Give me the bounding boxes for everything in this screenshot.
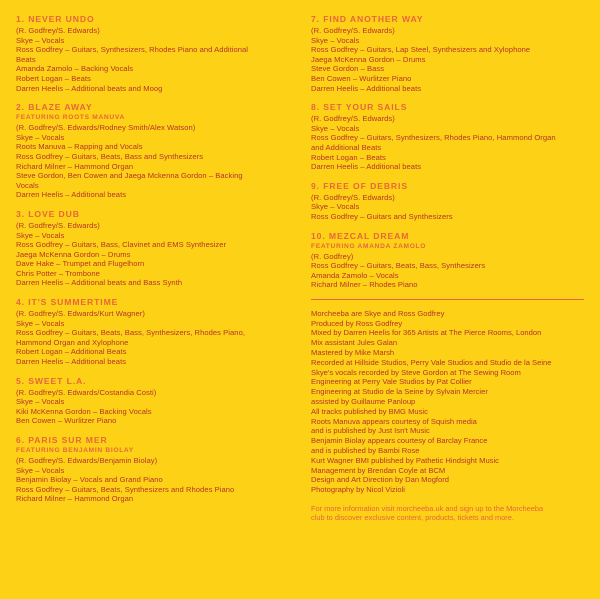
- footer-message: [311, 504, 584, 523]
- credit-line: Skye – Vocals: [16, 230, 65, 240]
- credit-line: Skye – Vocals: [311, 202, 360, 212]
- footer-line: club to discover exclusive content, products, tickets and more.: [311, 513, 514, 523]
- track-entry: [16, 435, 289, 504]
- track-entry: [311, 181, 584, 222]
- note-line: Kurt Wagner BMI published by Pathetic Hindsight Music: [311, 455, 499, 465]
- credit-line: Richard Milner – Rhodes Piano: [311, 280, 418, 290]
- note-line: Morcheeba are Skye and Ross Godfrey: [311, 308, 445, 318]
- credit-line: Vocals: [16, 180, 39, 190]
- credit-line: (R. Godfrey/S. Edwards/Kurt Wagner): [16, 309, 145, 319]
- track-title: 5. SWEET L.A.: [16, 375, 87, 386]
- footer-line: For more information visit morcheeba.uk and sign up to the Morcheeba: [311, 504, 544, 514]
- note-line: Roots Manuva appears courtesy of Squish media: [311, 416, 477, 426]
- credit-line: Ross Godfrey – Guitars, Bass, Clavinet and EMS Synthesizer: [16, 240, 227, 250]
- note-line: and is published by Just Isn't Music: [311, 426, 430, 436]
- credit-line: Steve Gordon – Bass: [311, 64, 385, 74]
- credit-line: Ross Godfrey – Guitars, Beats, Bass and Synthesizers: [16, 151, 204, 161]
- track-entry: [16, 297, 289, 367]
- credit-line: Skye – Vocals: [16, 465, 65, 475]
- credit-line: Darren Heelis – Additional beats: [16, 357, 127, 367]
- credit-line: and Additional Beats: [311, 142, 382, 152]
- credit-line: (R. Godfrey/S. Edwards/Costandia Costi): [16, 387, 157, 397]
- left-column: [16, 14, 293, 589]
- credit-line: Beats: [16, 54, 36, 64]
- track-entry: [16, 209, 289, 288]
- note-line: Produced by Ross Godfrey: [311, 318, 403, 328]
- credit-line: Skye – Vocals: [16, 35, 65, 45]
- credit-line: (R. Godfrey/S. Edwards): [311, 26, 395, 35]
- credit-line: Dave Hake – Trumpet and Flugelhorn: [16, 259, 145, 269]
- credit-line: Darren Heelis – Additional beats and Bass Synth: [16, 278, 183, 288]
- track-subtitle: FEATURING BENJAMIN BIOLAY: [16, 447, 134, 454]
- credit-line: Roots Manuva – Rapping and Vocals: [16, 142, 143, 152]
- credit-line: (R. Godfrey/S. Edwards/Benjamin Biolay): [16, 456, 158, 465]
- note-line: Management by Brendan Coyle at BCM: [311, 465, 446, 475]
- note-line: All tracks published by BMG Music: [311, 406, 428, 416]
- note-line: Engineering at Studio de la Seine by Sylvain Mercier: [311, 387, 488, 397]
- track-subtitle: FEATURING AMANDA ZAMOLO: [311, 242, 427, 250]
- credit-line: Chris Potter – Trombone: [16, 268, 100, 278]
- credit-line: Skye – Vocals: [311, 35, 360, 45]
- note-line: Mixed by Darren Heelis for 365 Artists at The Pierce Rooms, London: [311, 328, 542, 338]
- track-subtitle: FEATURING ROOTS MANUVA: [16, 114, 125, 122]
- credit-line: Ben Cowen – Wurlitzer Piano: [311, 73, 412, 83]
- track-title: 8. SET YOUR SAILS: [311, 102, 408, 113]
- credit-line: Ross Godfrey – Guitars, Lap Steel, Synthesizers and Xylophone: [311, 45, 531, 55]
- production-notes: [311, 309, 584, 495]
- credit-line: Jaega McKenna Gordon – Drums: [16, 249, 131, 259]
- credit-line: Ben Cowen – Wurlitzer Piano: [16, 416, 117, 426]
- note-line: and is published by Bambi Rose: [311, 446, 420, 456]
- track-title: 6. PARIS SUR MER: [16, 435, 108, 445]
- credit-line: Robert Logan – Additional Beats: [16, 347, 127, 357]
- credit-line: (R. Godfrey/S. Edwards): [311, 114, 395, 124]
- note-line: Engineering at Perry Vale Studios by Pat Collier: [311, 377, 472, 387]
- credit-line: (R. Godfrey/S. Edwards): [311, 192, 395, 202]
- credit-line: Skye – Vocals: [16, 318, 65, 328]
- track-entry: [16, 376, 289, 426]
- track-title: 1. NEVER UNDO: [16, 14, 95, 24]
- credit-line: Ross Godfrey – Guitars, Synthesizers, Rhodes Piano, Hammond Organ: [311, 133, 556, 143]
- credit-line: Amanda Zamolo – Vocals: [311, 270, 399, 280]
- credit-line: Ross Godfrey – Guitars, Beats, Synthesizers and Rhodes Piano: [16, 484, 235, 494]
- credit-line: Richard Milner – Hammond Organ: [16, 494, 134, 504]
- credit-line: (R. Godfrey/S. Edwards/Rodney Smith/Alex Watson): [16, 123, 196, 133]
- track-title: 7. FIND ANOTHER WAY: [311, 14, 424, 24]
- credit-line: (R. Godfrey/S. Edwards): [16, 220, 100, 230]
- credit-line: Benjamin Biolay – Vocals and Grand Piano: [16, 475, 163, 485]
- credit-line: Ross Godfrey – Guitars, Beats, Bass, Synthesizers: [311, 261, 486, 271]
- section-divider: [311, 299, 584, 300]
- note-line: Skye's vocals recorded by Steve Gordon at The Sewing Room: [311, 367, 521, 377]
- note-line: Mix assistant Jules Galan: [311, 338, 398, 348]
- credit-line: Amanda Zamolo – Backing Vocals: [16, 64, 134, 74]
- track-entry: [311, 102, 584, 172]
- credit-line: Ross Godfrey – Guitars and Synthesizers: [311, 211, 453, 221]
- credit-line: (R. Godfrey/S. Edwards): [16, 26, 100, 35]
- credit-line: Darren Heelis – Additional beats and Moog: [16, 83, 163, 93]
- note-line: Benjamin Biolay appears courtesy of Barclay France: [311, 436, 488, 446]
- credit-line: Robert Logan – Beats: [311, 152, 386, 162]
- credit-line: Jaega McKenna Gordon – Drums: [311, 54, 426, 64]
- track-title: 4. IT'S SUMMERTIME: [16, 297, 119, 308]
- note-line: assisted by Guillaume Panloup: [311, 397, 416, 407]
- credit-line: Skye – Vocals: [16, 132, 65, 142]
- track-entry: [16, 102, 289, 200]
- credit-line: Steve Gordon, Ben Cowen and Jaega Mckenna Gordon – Backing: [16, 171, 243, 181]
- credit-line: Kiki McKenna Gordon – Backing Vocals: [16, 406, 152, 416]
- track-entry: [16, 14, 289, 93]
- credit-line: Richard Milner – Hammond Organ: [16, 161, 134, 171]
- track-title: 9. FREE OF DEBRIS: [311, 180, 408, 191]
- track-title: 2. BLAZE AWAY: [16, 102, 93, 113]
- credit-line: Skye – Vocals: [311, 123, 360, 133]
- track-title: 3. LOVE DUB: [16, 208, 80, 219]
- note-line: Design and Art Direction by Dan Mogford: [311, 475, 450, 485]
- credit-line: Darren Heelis – Additional beats: [311, 83, 422, 93]
- note-line: Mastered by Mike Marsh: [311, 348, 395, 358]
- credit-line: Robert Logan – Beats: [16, 73, 91, 83]
- credit-line: Hammond Organ and Xylophone: [16, 337, 129, 347]
- credit-line: Darren Heelis – Additional beats: [311, 162, 422, 172]
- credit-line: Darren Heelis – Additional beats: [16, 190, 127, 200]
- note-line: Recorded at Hillside Studios, Perry Vale Studios and Studio de la Seine: [311, 357, 552, 367]
- credit-line: Skye – Vocals: [16, 397, 65, 407]
- track-title: 10. MEZCAL DREAM: [311, 230, 410, 241]
- track-entry: [311, 231, 584, 290]
- right-column: [307, 14, 584, 589]
- credit-line: (R. Godfrey): [311, 251, 354, 261]
- credit-line: Ross Godfrey – Guitars, Beats, Bass, Synthesizers, Rhodes Piano,: [16, 328, 246, 338]
- note-line: Photography by Nicol Vizioli: [311, 485, 405, 495]
- credit-line: Ross Godfrey – Guitars, Synthesizers, Rhodes Piano and Additional: [16, 45, 249, 55]
- track-entry: [311, 14, 584, 93]
